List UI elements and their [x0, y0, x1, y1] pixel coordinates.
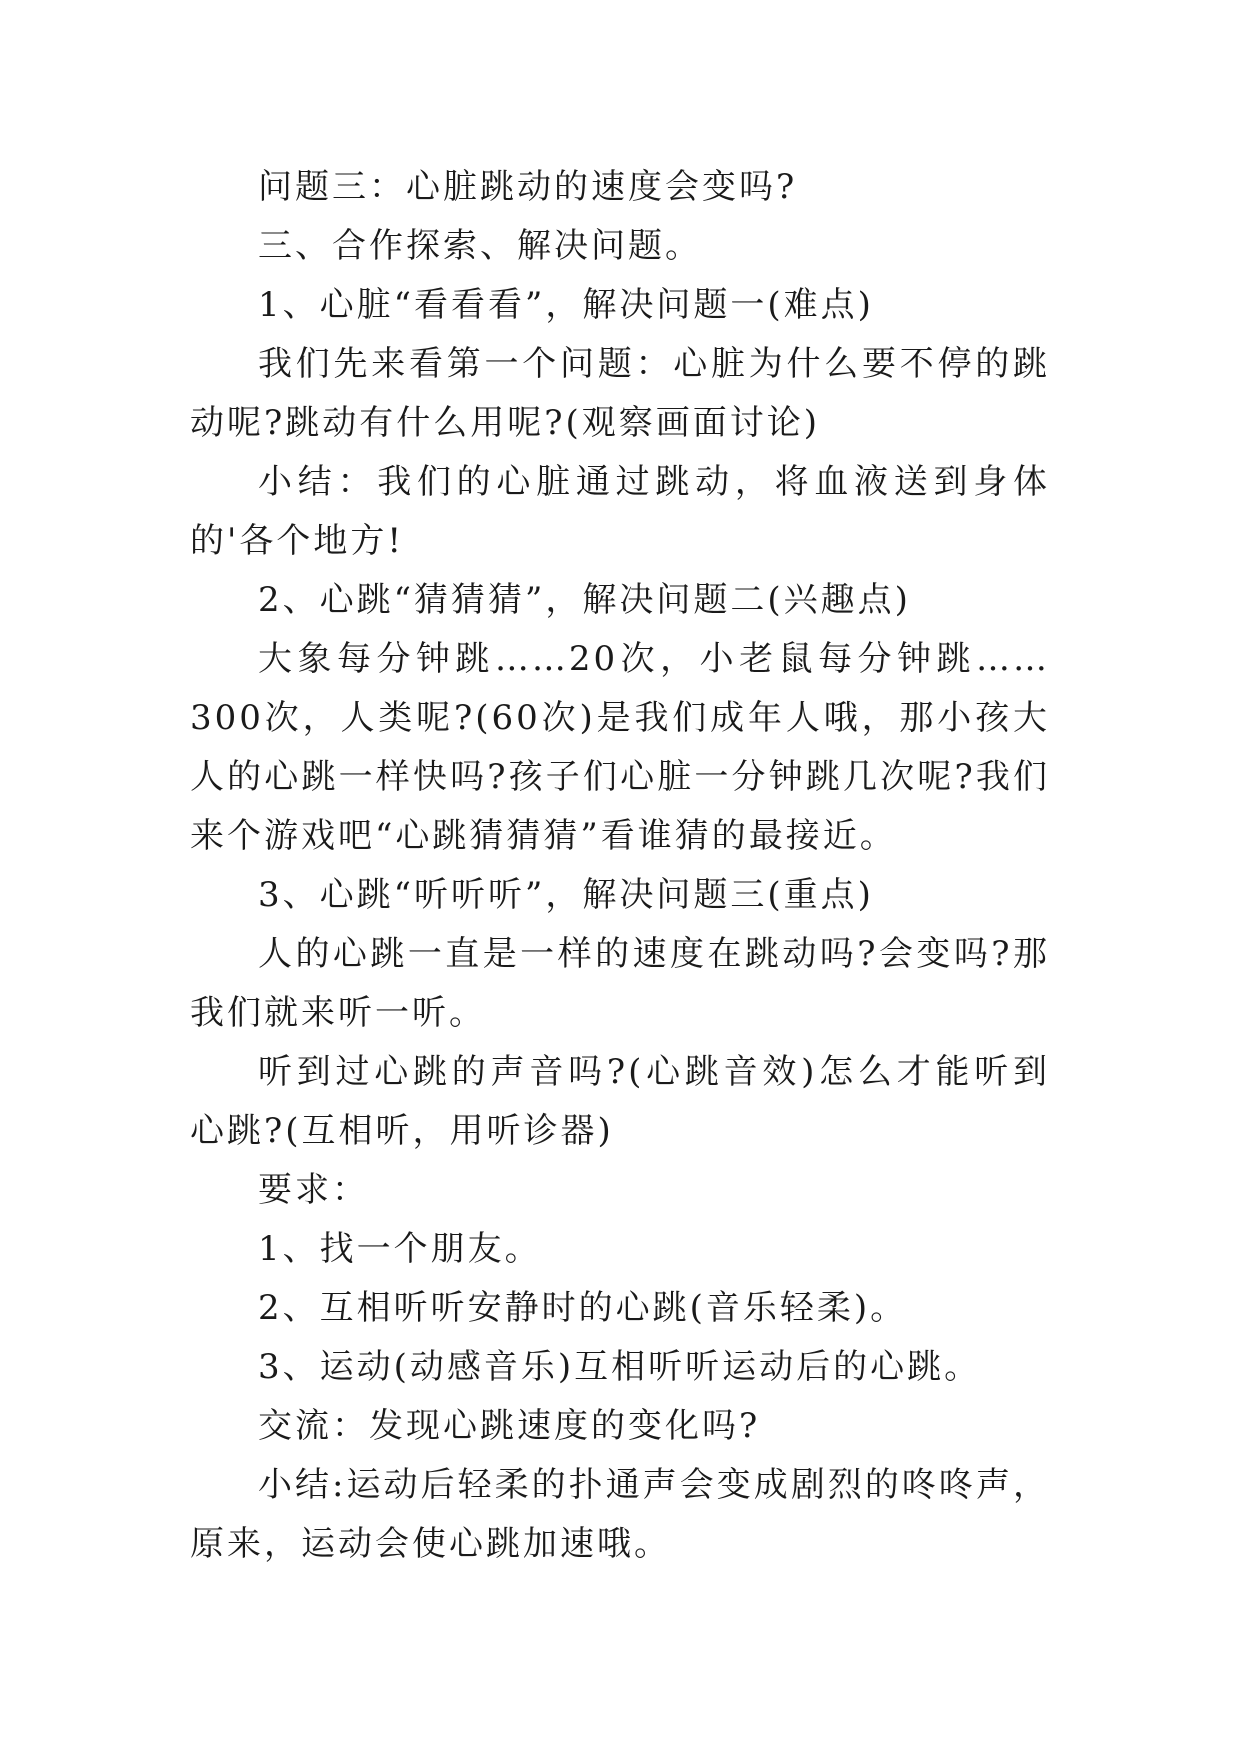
paragraph-summary-two: 小结:运动后轻柔的扑通声会变成剧烈的咚咚声，原来，运动会使心跳加速哦。 — [190, 1465, 1050, 1564]
subheading-heartbeat-guess: 2、心跳“猜猜猜”，解决问题二(兴趣点) — [258, 580, 911, 620]
paragraph-heartbeat-speed-question: 人的心跳一直是一样的速度在跳动吗?会变吗?那我们就来听一听。 — [190, 934, 1050, 1033]
section-heading-cooperative-exploration: 三、合作探索、解决问题。 — [258, 226, 702, 266]
subheading-heartbeat-listen: 3、心跳“听听听”，解决问题三(重点) — [258, 875, 874, 915]
paragraph-first-question: 我们先来看第一个问题：心脏为什么要不停的跳动呢?跳动有什么用呢?(观察画面讨论) — [190, 344, 1050, 443]
paragraph-heard-heartbeat: 听到过心跳的声音吗?(心跳音效)怎么才能听到心跳?(互相听，用听诊器) — [190, 1052, 1050, 1151]
paragraph-summary-one: 小结：我们的心脏通过跳动，将血液送到身体的'各个地方! — [190, 462, 1050, 561]
paragraph-discussion: 交流：发现心跳速度的变化吗? — [258, 1406, 761, 1446]
list-item-listen-after-exercise: 3、运动(动感音乐)互相听听运动后的心跳。 — [258, 1347, 982, 1387]
subheading-heart-look: 1、心脏“看看看”，解决问题一(难点) — [258, 285, 874, 325]
list-item-find-friend: 1、找一个朋友。 — [258, 1229, 542, 1269]
paragraph-question-three: 问题三：心脏跳动的速度会变吗? — [258, 167, 798, 207]
paragraph-heartbeat-rates: 大象每分钟跳……20次，小老鼠每分钟跳……300次，人类呢?(60次)是我们成年人哦，那小孩大人的心跳一样快吗?孩子们心脏一分钟跳几次呢?我们来个游戏吧“心跳猜猜猜”看谁猜的最接近。 — [190, 639, 1050, 856]
paragraph-requirements-label: 要求： — [258, 1170, 369, 1210]
list-item-listen-quiet: 2、互相听听安静时的心跳(音乐轻柔)。 — [258, 1288, 908, 1328]
document-body — [190, 158, 1050, 1574]
